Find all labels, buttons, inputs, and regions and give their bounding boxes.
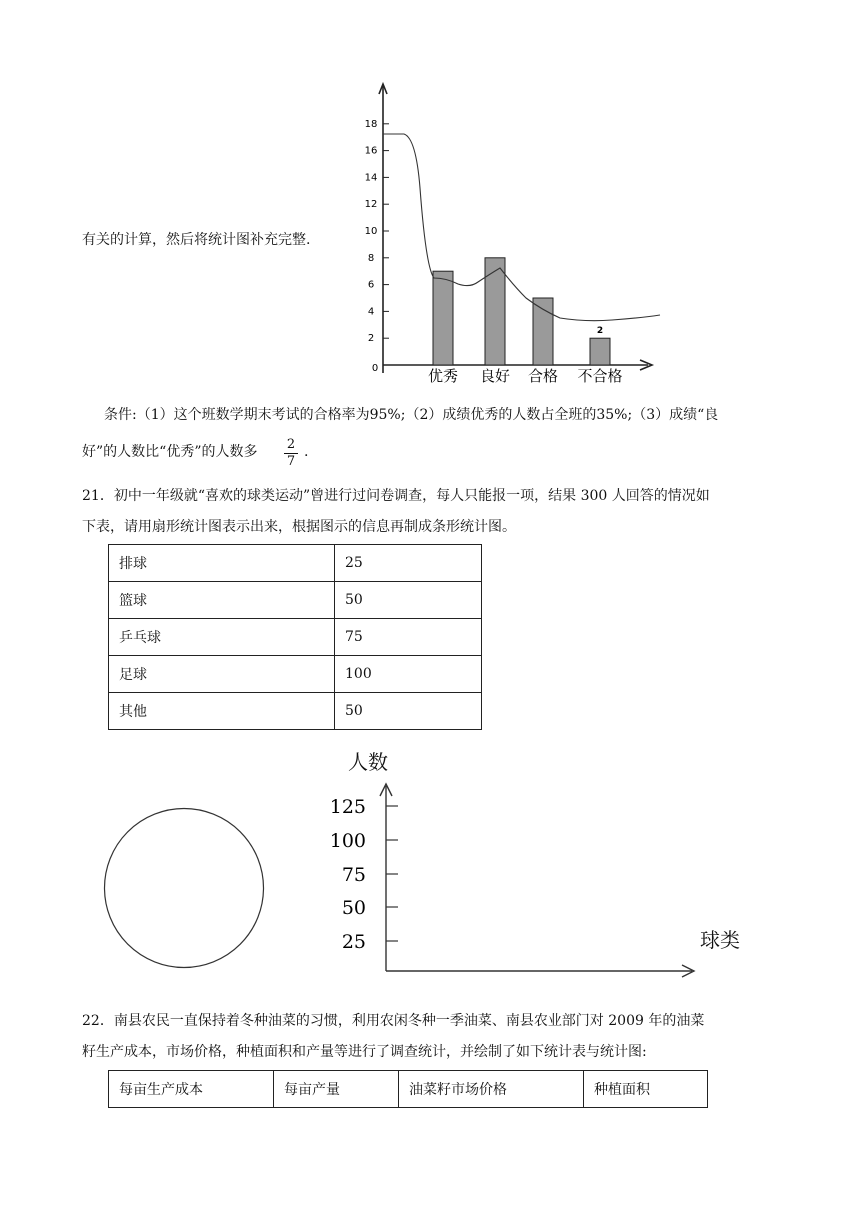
freehand-curve <box>383 134 660 321</box>
empty-pie-chart <box>102 806 266 970</box>
x-tick-label: 良好 <box>479 367 511 385</box>
y-tick-label: 10 <box>364 226 378 237</box>
fraction-denominator: 7 <box>286 454 296 469</box>
y-tick-label: 14 <box>364 172 378 184</box>
bar <box>533 298 553 365</box>
y-tick-label: 18 <box>364 118 378 130</box>
y-tick-label: 100 <box>330 830 366 852</box>
q22-line-1: 22．南县农民一直保持着冬种油菜的习惯，利用农闲冬种一季油菜、南县农业部门对 2009 年的油菜 <box>82 1013 705 1029</box>
y-tick-label: 125 <box>330 796 366 818</box>
grade-bar-chart <box>360 78 670 398</box>
table-cell: 100 <box>335 656 482 693</box>
q21-line-2: 下表，请用扇形统计图表示出来，根据图示的信息再制成条形统计图。 <box>82 519 516 535</box>
empty-bar-chart <box>330 780 700 990</box>
intro-text: 有关的计算，然后将统计图补充完整. <box>82 232 311 248</box>
conditions-line-2-prefix: 好”的人数比“优秀”的人数多 <box>82 444 258 460</box>
conditions-line-1: 条件:（1）这个班数学期末考试的合格率为95%;（2）成绩优秀的人数占全班的35%;（3）成绩“良 <box>104 407 719 423</box>
table-row <box>109 545 482 582</box>
y-axis-title: 人数 <box>348 750 388 774</box>
y-tick-label: 75 <box>341 864 366 886</box>
x-axis-labels <box>428 367 623 385</box>
y-tick-label: 25 <box>341 931 366 953</box>
y-tick-label: 2 <box>367 333 375 345</box>
x-tick-label: 优秀 <box>427 367 459 385</box>
conditions-line-2-suffix: . <box>304 444 309 460</box>
table-cell: 足球 <box>109 656 335 693</box>
rapeseed-table <box>108 1070 708 1108</box>
table-row <box>109 693 482 730</box>
table-cell: 其他 <box>109 693 335 730</box>
y-tick-label: 12 <box>364 199 378 211</box>
y-tick-label: 4 <box>367 306 375 318</box>
q22-line-2: 籽生产成本，市场价格，种植面积和产量等进行了调查统计，并绘制了如下统计表与统计图: <box>82 1044 647 1060</box>
chart-axes <box>379 84 652 373</box>
table-header-cell: 每亩产量 <box>274 1071 399 1108</box>
ball-survey-table <box>108 544 482 730</box>
table-row <box>109 582 482 619</box>
fraction-numerator: 2 <box>286 437 296 452</box>
table-cell: 50 <box>335 693 482 730</box>
table-cell: 排球 <box>109 545 335 582</box>
table-header-cell: 油菜籽市场价格 <box>399 1071 584 1108</box>
table-cell: 75 <box>335 619 482 656</box>
y-tick-label: 8 <box>367 252 375 264</box>
bars <box>433 258 610 365</box>
bar <box>485 258 505 365</box>
x-tick-label: 不合格 <box>577 367 623 385</box>
table-cell: 50 <box>335 582 482 619</box>
table-row <box>109 656 482 693</box>
y-axis-ticks <box>365 119 389 374</box>
y-tick-label: 50 <box>341 897 366 919</box>
data-label: 2 <box>596 326 604 337</box>
table-cell: 篮球 <box>109 582 335 619</box>
bar <box>433 271 453 365</box>
table-row <box>109 619 482 656</box>
y-tick-label: 6 <box>367 279 375 291</box>
y-axis-ticks <box>330 796 398 953</box>
pie-circle <box>105 809 264 968</box>
y-tick-label: 16 <box>364 145 378 157</box>
x-tick-label: 合格 <box>527 367 559 385</box>
conditions-line-2 <box>82 443 257 461</box>
bar <box>590 338 610 365</box>
x-axis-title: 球类 <box>700 928 740 952</box>
origin-label: 0 <box>371 363 379 374</box>
table-cell: 25 <box>335 545 482 582</box>
table-header-cell: 种植面积 <box>584 1071 708 1108</box>
table-header-cell: 每亩生产成本 <box>109 1071 274 1108</box>
q21-line-1: 21．初中一年级就“喜欢的球类运动”曾进行过问卷调查，每人只能报一项，结果 300 人回答的情况如 <box>82 488 710 504</box>
table-row <box>109 1071 708 1108</box>
table-cell: 乒乓球 <box>109 619 335 656</box>
